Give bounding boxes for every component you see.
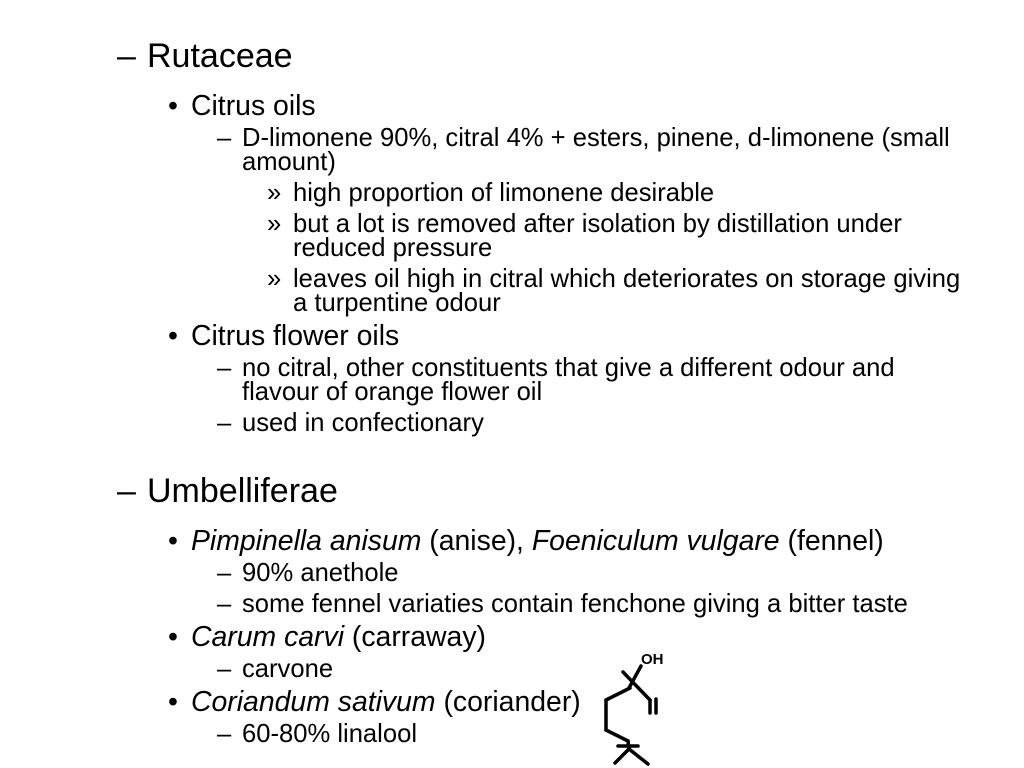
topic-anise-fennel [0,524,1024,558]
dash-marker: – [217,124,232,152]
dash-marker: – [217,409,232,437]
topic-label: Citrus oils [191,90,316,122]
point-item [0,411,1024,435]
subpoint-item [0,212,1024,260]
bullet-marker: • [168,90,178,122]
guillemet-marker: » [267,210,282,238]
point-text-line: amount) [242,148,336,176]
subpoint-item [0,181,1024,205]
bond-line [606,688,630,700]
topic-label [191,686,581,718]
topic-label [191,525,884,557]
point-item [0,561,1024,585]
species-name: Coriandum sativum [191,686,436,718]
common-name: (coriander) [435,686,581,718]
topic-caraway [0,620,1024,654]
topic-label: Citrus flower oils [191,320,400,352]
point-text-line: carvone [242,655,334,683]
point-item [0,592,1024,616]
subpoint-text-line: a turpentine odour [293,289,501,317]
point-text-line: no citral, other constituents that give a different odour and [242,354,895,382]
dash-marker: – [217,354,232,382]
topic-coriander [0,685,1024,719]
bullet-marker: • [168,621,178,653]
species-name: Carum carvi [191,621,345,653]
point-text-line: used in confectionary [242,409,484,437]
point-text-line: D-limonene 90%, citral 4% + esters, pinene, d-limonene (small [242,124,950,152]
topic-citrus-oils [0,89,1024,123]
bond-line [629,749,648,764]
dash-marker: – [217,559,232,587]
point-text-line: 60-80% linalool [242,720,418,748]
bullet-marker: • [168,320,178,352]
chemical-structure-sketch [598,645,674,767]
point-composition [0,126,1024,174]
section-title: Rutaceae [147,37,293,75]
bullet-marker: • [168,525,178,557]
subpoint-text-line: but a lot is removed after isolation by distillation under [293,210,902,238]
point-item [0,722,1024,746]
section-title: Umbelliferae [147,472,338,510]
common-name: (fennel) [779,525,884,557]
bond-line [615,749,629,763]
hydroxyl-label: OH [641,651,664,668]
bullet-marker: • [168,686,178,718]
point-text-line: 90% anethole [242,559,399,587]
point-text-line: some fennel variaties contain fenchone giving a bitter taste [242,590,908,618]
guillemet-marker: » [267,179,282,207]
dash-marker: – [117,37,136,75]
topic-label [191,621,486,653]
section-heading-rutaceae [0,36,1024,76]
subpoint-text-line: high proportion of limonene desirable [293,179,715,207]
dash-marker: – [217,720,232,748]
dash-marker: – [217,590,232,618]
common-name: (anise), [421,525,532,557]
species-name: Pimpinella anisum [191,525,422,557]
topic-citrus-flower-oils [0,319,1024,353]
bond-line [606,730,628,741]
common-name: (carraway) [344,621,486,653]
guillemet-marker: » [267,265,282,293]
point-text-line: flavour of orange flower oil [242,378,543,406]
section-heading-umbelliferae [0,471,1024,511]
dash-marker: – [117,472,136,510]
dash-marker: – [217,655,232,683]
point-item [0,356,1024,404]
subpoint-text-line: leaves oil high in citral which deteriorates on storage giving [293,265,961,293]
species-name: Foeniculum vulgare [531,525,780,557]
point-item [0,657,1024,681]
subpoint-item [0,267,1024,315]
subpoint-text-line: reduced pressure [293,234,493,262]
